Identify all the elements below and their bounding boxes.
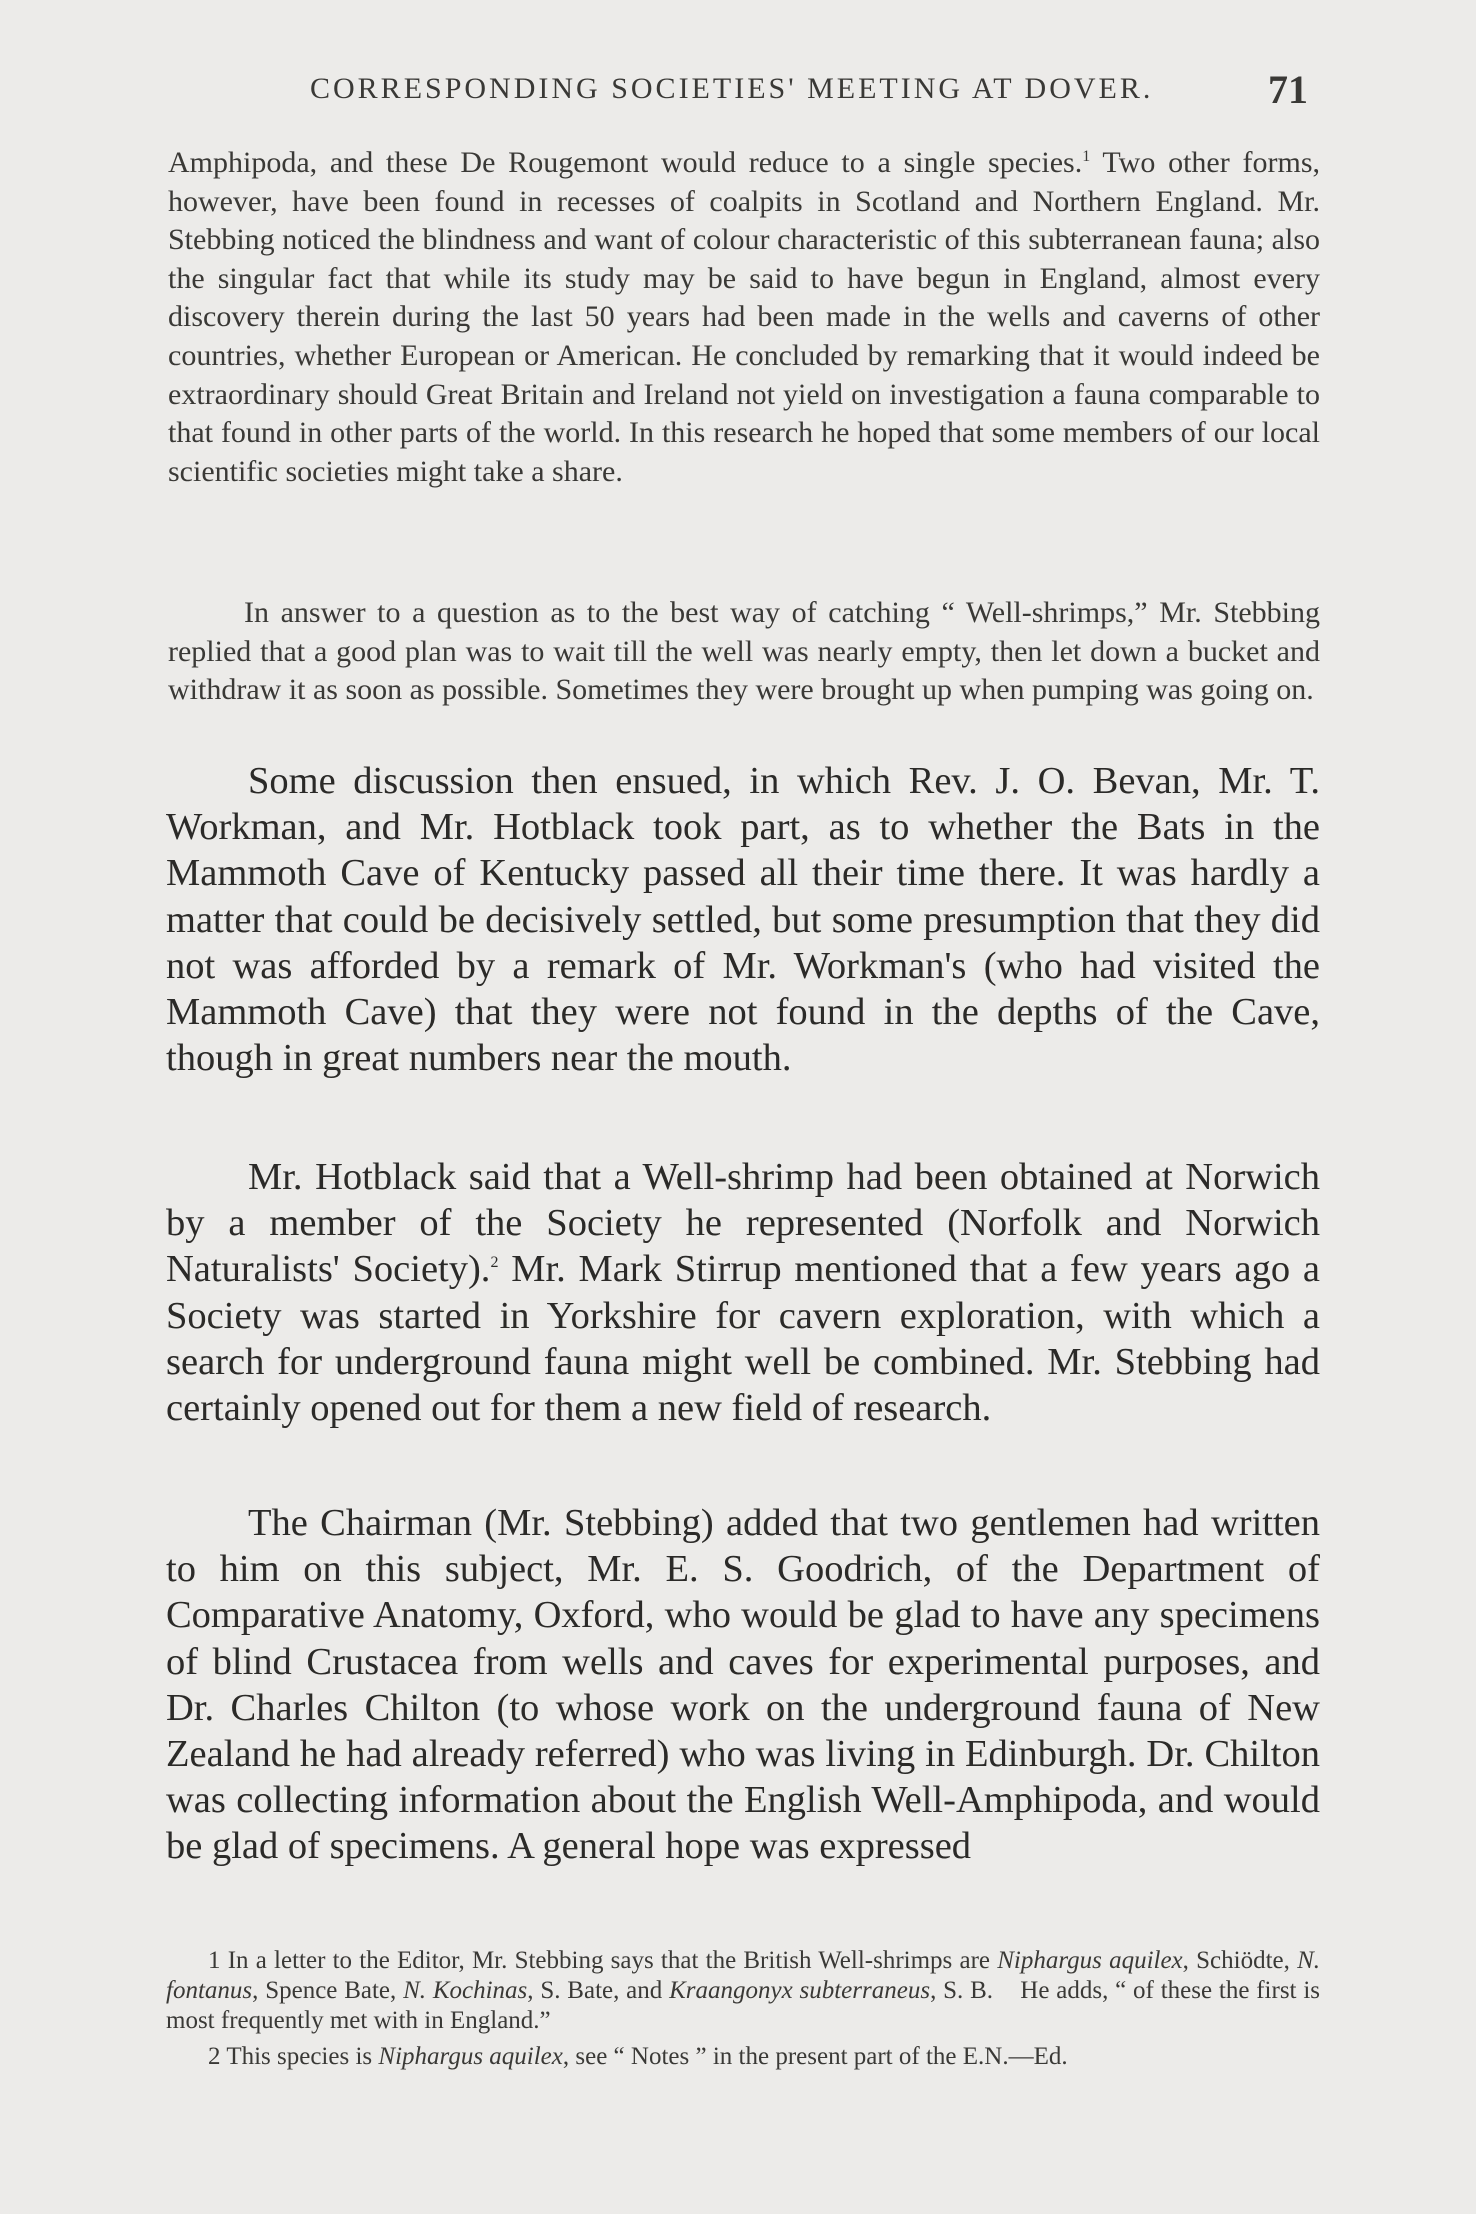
footnote-text: He adds, “ of these the first is most frequently met with in England.” bbox=[166, 1977, 1320, 2034]
species-author: , Spence Bate, bbox=[252, 1977, 404, 2004]
footnote-marker: 1 bbox=[1082, 148, 1091, 165]
paragraph-text bbox=[166, 1154, 1320, 1431]
footnote-marker: 2 bbox=[490, 1254, 499, 1272]
species-name: N. fontanus bbox=[166, 1947, 1321, 2004]
species-author: , S. B. bbox=[930, 1977, 994, 2004]
footnote-number: 2 bbox=[208, 2043, 221, 2070]
paragraph-large-3 bbox=[166, 1500, 1320, 1870]
paragraph-text: Some discussion then ensued, in which Rev. J. O. Bevan, Mr. T. Workman, and Mr. Hotblack took part, as to whether the Bats in the Mammoth Cave of Kentucky passed all their time there. It was hardly a matter that could be decisively settled, but some presumption that they did not was afforded by a remark of Mr. Workman's (who had visited the Mammoth Cave) that they were not found in the depths of the Cave, though in great numbers near the mouth. bbox=[166, 760, 1320, 1080]
footnote-2 bbox=[166, 2042, 1320, 2072]
footnote-text: In a letter to the Editor, Mr. Stebbing says that the British Well-shrimps are bbox=[227, 1947, 990, 1974]
footnote-text: , see “ Notes ” in the present part of the E.N.—Ed. bbox=[562, 2043, 1068, 2070]
paragraph-text-part: Two other forms, however, have been found in recesses of coalpits in Scotland and Northern England. Mr. Stebbing noticed the blindness and want of colour characteristic of this subterranean fauna; also the singular fact that while its study may be said to have begun in England, almost every discovery therein during the last 50 years had been made in the wells and caverns of other countries, whether European or American. He concluded by remarking that it would indeed be extraordinary should Great Britain and Ireland not yield on investigation a fauna comparable to that found in other parts of the world. In this research he hoped that some members of our local scientific societies might take a share. bbox=[168, 146, 1321, 488]
species-author: , S. Bate, and bbox=[527, 1977, 670, 2004]
species-author: , Schiödte, bbox=[1182, 1947, 1298, 1974]
footnotes bbox=[166, 1946, 1320, 2072]
footnote-text: This species is bbox=[226, 2043, 373, 2070]
paragraph-large-1 bbox=[166, 758, 1320, 1081]
paragraph-small-2 bbox=[168, 594, 1320, 710]
paragraph-text bbox=[168, 144, 1320, 491]
paragraph-text-part: Amphipoda, and these De Rougemont would reduce to a single species. bbox=[168, 146, 1083, 179]
page-number: 71 bbox=[1268, 67, 1308, 112]
species-name: Niphargus aquilex bbox=[997, 1947, 1183, 1974]
paragraph-text-part: Mr. Hotblack said that a Well-shrimp had been obtained at Norwich by a member of the Society he represented (Norfolk and Norwich Naturalists' Society). bbox=[166, 1156, 1320, 1291]
paragraph-large-2 bbox=[166, 1154, 1320, 1431]
species-name: N. Kochinas bbox=[403, 1977, 528, 2004]
running-head: CORRESPONDING SOCIETIES' MEETING AT DOVER. bbox=[310, 72, 1154, 105]
species-name: Niphargus aquilex bbox=[378, 2043, 563, 2070]
paragraph-small-1 bbox=[168, 144, 1320, 491]
footnote-number: 1 bbox=[208, 1947, 221, 1974]
paragraph-text-part: Mr. Mark Stirrup mentioned that a few years ago a Society was started in Yorkshire for cavern exploration, with which a search for underground fauna might well be combined. Mr. Stebbing had certainly opened out for them a new field of research. bbox=[166, 1248, 1320, 1430]
paragraph-text: In answer to a question as to the best way of catching “ Well-shrimps,” Mr. Stebbing replied that a good plan was to wait till the well was nearly empty, then let down a bucket and withdraw it as soon as possible. Sometimes they were brought up when pumping was going on. bbox=[168, 596, 1320, 707]
species-name: Kraangonyx subterraneus bbox=[669, 1977, 931, 2004]
footnote-1 bbox=[166, 1946, 1320, 2036]
paragraph-text: The Chairman (Mr. Stebbing) added that two gentlemen had written to him on this subject, Mr. E. S. Goodrich, of the Department of Comparative Anatomy, Oxford, who would be glad to have any specimens of blind Crustacea from wells and caves for experimental purposes, and Dr. Charles Chilton (to whose work on the underground fauna of New Zealand he had already referred) who was living in Edinburgh. Dr. Chilton was collecting information about the English Well-Amphipoda, and would be glad of specimens. A general hope was expressed bbox=[166, 1502, 1320, 1868]
